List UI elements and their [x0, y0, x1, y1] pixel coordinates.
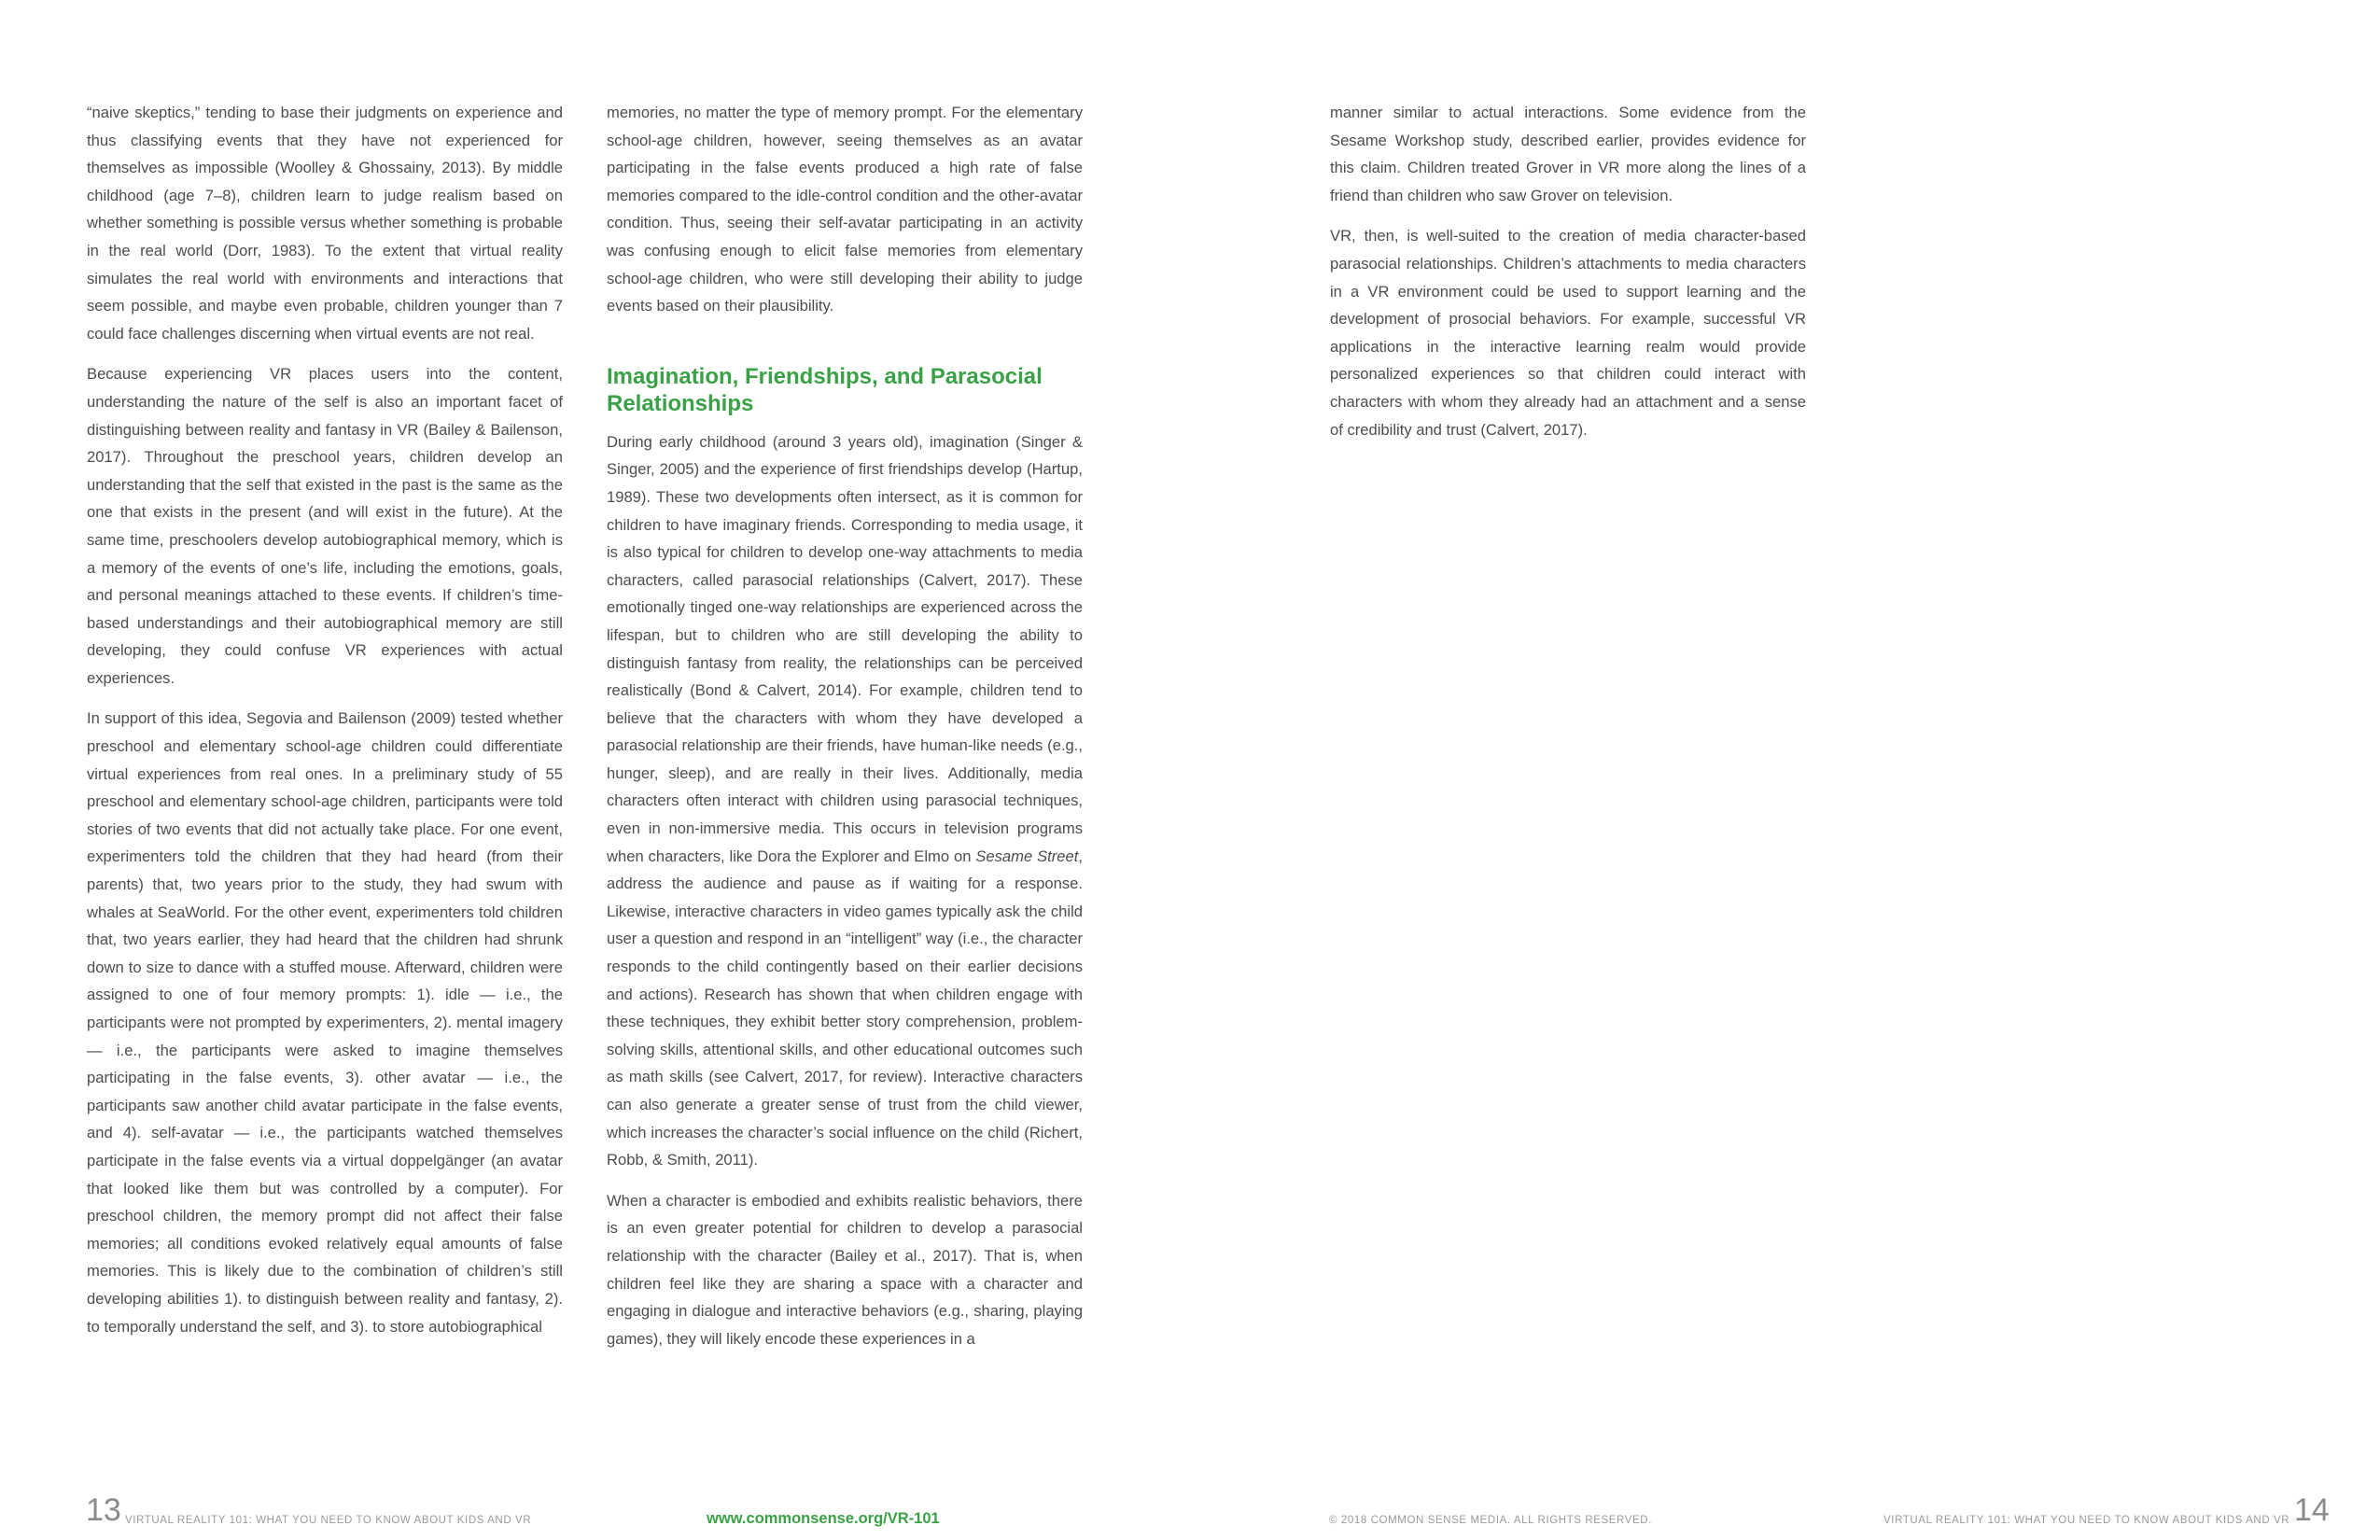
body-paragraph: Because experiencing VR places users into the content, understanding the nature of the self is also an important facet of distinguishing between reality and fantasy in VR (Bailey & Bailenson, 2017). Throughout the preschool years, children develop an understanding that the self that existed in the past is the same as the one that exists in the present (and will exist in the future). At the same time, preschoolers develop autobiographical memory, which is a memory of the events of one’s life, including the emotions, goals, and personal meanings attached to these events. If children’s time-based understandings and their autobiographical memory are still developing, they could confuse VR experiences with actual experiences.	[87, 365, 563, 687]
footer-title-right: VIRTUAL REALITY 101: WHAT YOU NEED TO KNOW ABOUT KIDS AND VR	[1883, 1515, 2290, 1526]
body-paragraph: manner similar to actual interactions. Some evidence from the Sesame Workshop study, described earlier, provides evidence for this claim. Children treated Grover in VR more along the lines of a friend than children who saw Grover on television.	[1330, 104, 1806, 204]
footer-url-link[interactable]: www.commonsense.org/VR-101	[707, 1510, 940, 1527]
paragraph-text: During early childhood (around 3 years old), imagination (Singer & Singer, 2005) and the experience of first friendships develop (Hartup, 1989). These two developments often intersect, as it is common for children to have imaginary friends. Corresponding to media usage, it is also typical for children to develop one-way attachments to media characters, called parasocial relationships (Calvert, 2017). These emotionally tinged one-way relationships are experienced across the lifespan, but to children who are still developing the ability to distinguish fantasy from reality, the relationships can be perceived realistically (Bond & Calvert, 2014). For example, children tend to believe that the characters with whom they have developed a parasocial relationship are their friends, have human-like needs (e.g., hunger, sleep), and are really in their lives. Additionally, media characters often interact with children using parasocial techniques, even in non-immersive media. This occurs in television programs when characters, like Dora the Explorer and Elmo on	[607, 432, 1083, 865]
body-paragraph: In support of this idea, Segovia and Bailenson (2009) tested whether preschool and elementary school-age children could differentiate virtual experiences from real ones. In a preliminary study of 55 preschool and elementary school-age children, participants were told stories of two events that did not actually take place. For one event, experimenters told the children that they had heard (from their parents) that, two years prior to the study, they had swum with whales at SeaWorld. For the other event, experimenters told children that, two years earlier, they had heard that the children had shrunk down to size to dance with a stuffed mouse. Afterward, children were assigned to one of four memory prompts: 1). idle — i.e., the participants were not prompted by experimenters, 2). mental imagery — i.e., the participants were asked to imagine themselves participating in the false events, 3). other avatar — i.e., the participants saw another child avatar participate in the false events, and 4). self-avatar — i.e., the participants watched themselves participate in the false events via a virtual doppelgänger (an avatar that looked like them but was controlled by a computer). For preschool children, the memory prompt did not affect their false memories; all conditions evoked relatively equal amounts of false memories. This is likely due to the combination of children’s still developing abilities 1). to distinguish between reality and fantasy, 2). to temporally understand the self, and 3). to store autobiographical	[87, 709, 563, 1336]
body-paragraph: When a character is embodied and exhibits realistic behaviors, there is an even greater potential for children to develop a parasocial relationship with the character (Bailey et al., 2017). That is, when children feel like they are sharing a space with a character and engaging in dialogue and interactive behaviors (e.g., sharing, playing games), they will likely encode these experiences in a	[607, 1191, 1083, 1348]
right-text-column	[1330, 99, 1806, 456]
footer-copyright: © 2018 COMMON SENSE MEDIA. ALL RIGHTS RESERVED.	[1329, 1515, 1652, 1526]
italic-title: Sesame Street	[975, 847, 1079, 865]
left-text-column	[87, 99, 563, 1353]
paragraph-text: , address the audience and pause as if waiting for a response. Likewise, interactive characters in video games typically ask the child user a question and respond in an “intelligent” way (i.e., the character responds to the child contingently based on their earlier decisions and actions). Research has shown that when children engage with these techniques, they exhibit better story comprehension, problem-solving skills, attentional skills, and other educational outcomes such as math skills (see Calvert, 2017, for review). Interactive characters can also generate a greater sense of trust from the child viewer, which increases the character’s social influence on the child (Richert, Robb, & Smith, 2011).	[607, 847, 1083, 1169]
middle-text-column	[607, 99, 1083, 1365]
section-heading: Imagination, Friendships, and Parasocial Relationships	[607, 363, 1043, 416]
body-paragraph: “naive skeptics,” tending to base their judgments on experience and thus classifying events that they have not experienced for themselves as impossible (Woolley & Ghossainy, 2013). By middle childhood (age 7–8), children learn to judge realism based on whether something is possible versus whether something is probable in the real world (Dorr, 1983). To the extent that virtual reality simulates the real world with environments and interactions that seem possible, and maybe even probable, children younger than 7 could face challenges discerning when virtual events are not real.	[87, 104, 563, 343]
body-paragraph: VR, then, is well-suited to the creation of media character-based parasocial relationships. Children’s attachments to media characters in a VR environment could be used to support learning and the development of prosocial behaviors. For example, successful VR applications in the interactive learning realm would provide personalized experiences so that children could interact with characters with whom they already had an attachment and a sense of credibility and trust (Calvert, 2017).	[1330, 227, 1806, 439]
page-number-right: 14	[2294, 1492, 2330, 1528]
body-paragraph: memories, no matter the type of memory prompt. For the elementary school-age children, however, seeing themselves as an avatar participating in the false events produced a high rate of false memories compared to the idle-control condition and the other-avatar condition. Thus, seeing their self-avatar participating in an activity was confusing enough to elicit false memories from elementary school-age children, who were still developing their ability to judge events based on their plausibility.	[607, 104, 1083, 315]
footer-title-left: VIRTUAL REALITY 101: WHAT YOU NEED TO KNOW ABOUT KIDS AND VR	[125, 1515, 532, 1526]
body-paragraph	[607, 428, 1083, 1174]
page-number-left: 13	[86, 1492, 121, 1528]
